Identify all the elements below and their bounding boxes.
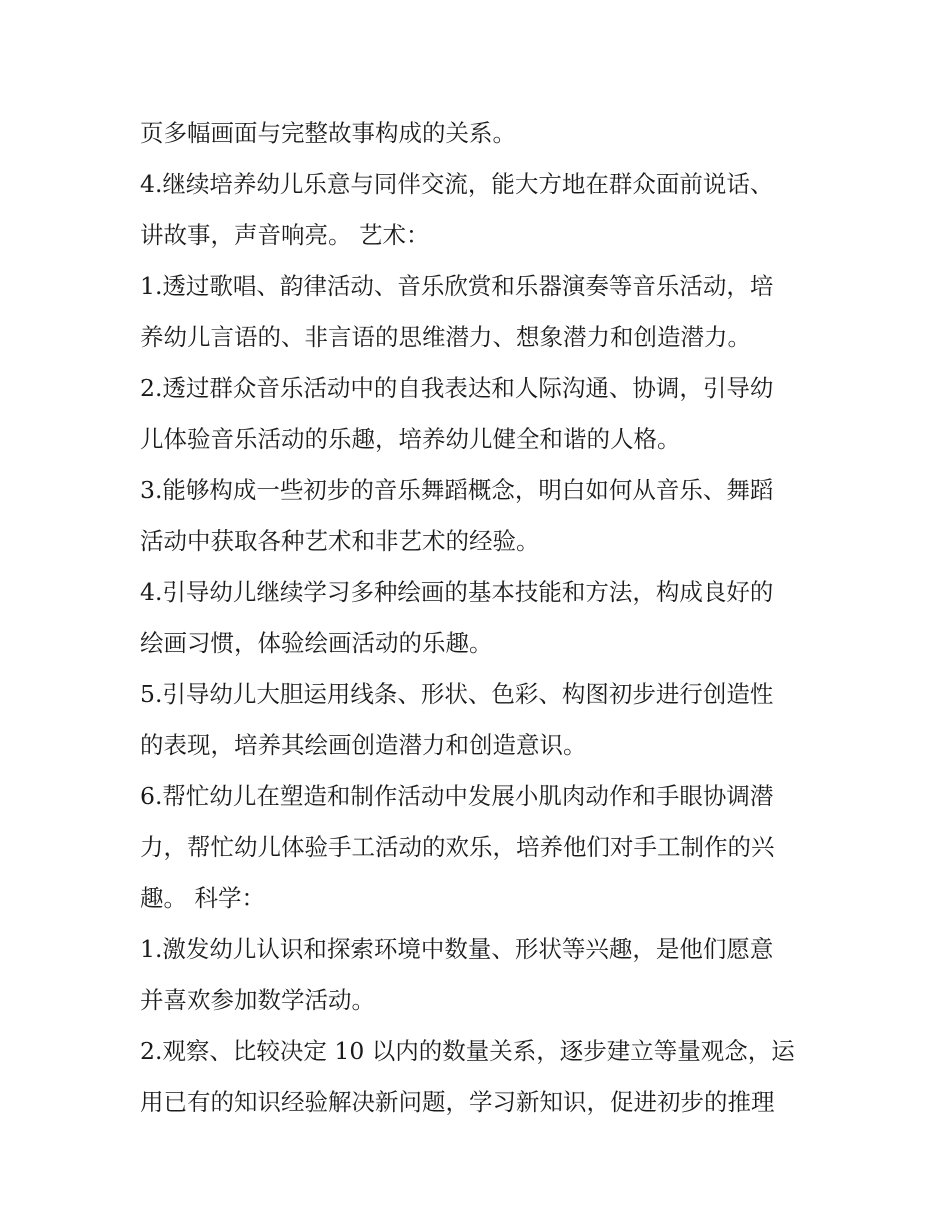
text-line: 1.激发幼儿认识和探索环境中数量、形状等兴趣，是他们愿意 [140, 935, 774, 963]
text-line: 活动中获取各种艺术和非艺术的经验。 [140, 527, 540, 555]
text-line: 2.透过群众音乐活动中的自我表达和人际沟通、协调，引导幼 [140, 374, 774, 402]
text-line: 绘画习惯，体验绘画活动的乐趣。 [140, 629, 493, 657]
text-line: 用已有的知识经验解决新问题，学习新知识，促进初步的推理 [140, 1088, 775, 1116]
text-line: 儿体验音乐活动的乐趣，培养幼儿健全和谐的人格。 [140, 425, 681, 453]
text-line: 3.能够构成一些初步的音乐舞蹈概念，明白如何从音乐、舞蹈 [140, 476, 774, 504]
text-line: 2.观察、比较决定 10 以内的数量关系，逐步建立等量观念，运 [140, 1037, 795, 1065]
text-line: 趣。 科学： [140, 884, 265, 912]
text-line: 1.透过歌唱、韵律活动、音乐欣赏和乐器演奏等音乐活动，培 [140, 272, 774, 300]
text-line: 5.引导幼儿大胆运用线条、形状、色彩、构图初步进行创造性 [140, 680, 774, 708]
text-line: 养幼儿言语的、非言语的思维潜力、想象潜力和创造潜力。 [140, 323, 751, 351]
text-line: 4.继续培养幼儿乐意与同伴交流，能大方地在群众面前说话、 [140, 170, 774, 198]
text-line: 的表现，培养其绘画创造潜力和创造意识。 [140, 731, 587, 759]
text-line: 力，帮忙幼儿体验手工活动的欢乐，培养他们对手工制作的兴 [140, 833, 775, 861]
text-line: 页多幅画面与完整故事构成的关系。 [140, 119, 516, 147]
body-text [140, 108, 840, 1128]
text-line: 并喜欢参加数学活动。 [140, 986, 375, 1014]
text-line: 讲故事，声音响亮。 艺术： [140, 221, 430, 249]
text-line: 6.帮忙幼儿在塑造和制作活动中发展小肌肉动作和手眼协调潜 [140, 782, 774, 810]
text-line: 4.引导幼儿继续学习多种绘画的基本技能和方法，构成良好的 [140, 578, 774, 606]
